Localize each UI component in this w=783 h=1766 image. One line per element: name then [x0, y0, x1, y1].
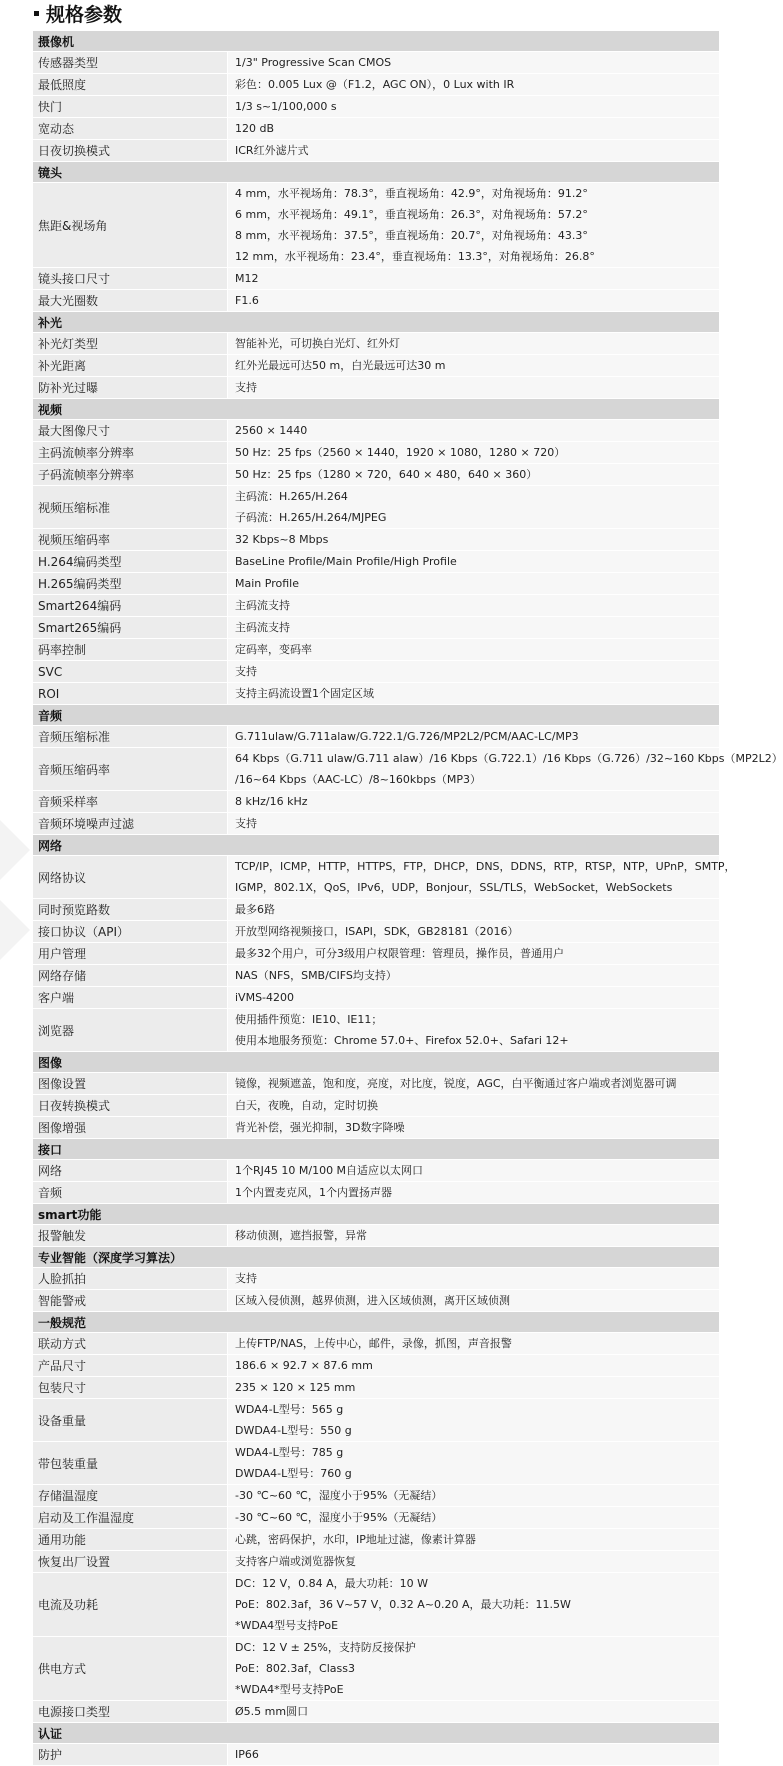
section-title: 镜头	[33, 162, 720, 183]
spec-value	[228, 1573, 720, 1637]
spec-label: 最大光圈数	[33, 290, 228, 312]
spec-row	[33, 1268, 720, 1290]
spec-row	[33, 1333, 720, 1355]
spec-label: 码率控制	[33, 639, 228, 661]
spec-value-line: 8 mm，水平视场角：37.5°，垂直视场角：20.7°，对角视场角：43.3°	[235, 229, 588, 242]
spec-row	[33, 813, 720, 835]
spec-label: 人脸抓拍	[33, 1268, 228, 1290]
page-title-text: 规格参数	[46, 4, 123, 26]
spec-row	[33, 748, 720, 791]
spec-row	[33, 551, 720, 573]
spec-row	[33, 1355, 720, 1377]
spec-value	[228, 1333, 720, 1355]
spec-label: 视频压缩标准	[33, 486, 228, 529]
section-header	[33, 1052, 720, 1073]
spec-value	[228, 1182, 720, 1204]
spec-value	[228, 595, 720, 617]
spec-row	[33, 1573, 720, 1637]
spec-label: 音频压缩标准	[33, 726, 228, 748]
section-header	[33, 312, 720, 333]
spec-row	[33, 486, 720, 529]
spec-row	[33, 333, 720, 355]
spec-label: 带包装重量	[33, 1442, 228, 1485]
spec-value-line: 主码流支持	[235, 621, 290, 634]
spec-value	[228, 290, 720, 312]
section-title: 接口	[33, 1139, 720, 1160]
spec-row	[33, 1095, 720, 1117]
spec-value-line: PoE：802.3af，36 V~57 V，0.32 A~0.20 A，最大功耗：11.5W	[235, 1598, 571, 1611]
spec-value	[228, 118, 720, 140]
spec-value	[228, 813, 720, 835]
spec-value-line: TCP/IP，ICMP，HTTP，HTTPS，FTP，DHCP，DNS，DDNS，RTP，RTSP，NTP，UPnP，SMTP，	[235, 860, 736, 873]
spec-value	[228, 617, 720, 639]
section-header	[33, 399, 720, 420]
spec-row	[33, 1744, 720, 1766]
spec-label: ROI	[33, 683, 228, 705]
spec-row	[33, 140, 720, 162]
spec-row	[33, 118, 720, 140]
spec-value-line: 支持	[235, 381, 257, 394]
spec-value	[228, 965, 720, 987]
spec-value	[228, 1009, 720, 1052]
spec-value	[228, 1225, 720, 1247]
spec-value-line: 50 Hz：25 fps（1280 × 720，640 × 480，640 × 360）	[235, 468, 538, 481]
spec-value	[228, 1637, 720, 1701]
spec-label: 子码流帧率分辨率	[33, 464, 228, 486]
spec-row	[33, 683, 720, 705]
spec-value-line: 支持	[235, 817, 257, 830]
spec-row	[33, 1399, 720, 1442]
spec-value	[228, 1160, 720, 1182]
spec-value	[228, 748, 783, 791]
spec-value	[228, 420, 720, 442]
spec-value	[228, 1442, 720, 1485]
spec-value-line: 50 Hz：25 fps（2560 × 1440，1920 × 1080，1280 × 720）	[235, 446, 566, 459]
spec-row	[33, 355, 720, 377]
spec-row	[33, 1225, 720, 1247]
spec-label: 网络存储	[33, 965, 228, 987]
spec-value	[228, 1399, 720, 1442]
spec-value	[228, 183, 720, 268]
spec-value-line: 120 dB	[235, 122, 275, 135]
spec-label: 联动方式	[33, 1333, 228, 1355]
spec-value-line: 彩色：0.005 Lux @（F1.2，AGC ON），0 Lux with IR	[235, 78, 515, 91]
section-header	[33, 31, 720, 52]
spec-value	[228, 726, 720, 748]
spec-value-line: 1/3 s~1/100,000 s	[235, 100, 337, 113]
spec-value	[228, 1377, 720, 1399]
watermark-shape	[0, 900, 30, 960]
spec-value-line: 1个RJ45 10 M/100 M自适应以太网口	[235, 1164, 424, 1177]
spec-row	[33, 899, 720, 921]
spec-label: 视频压缩码率	[33, 529, 228, 551]
spec-value-line: WDA4-L型号：785 g	[235, 1446, 344, 1459]
spec-row	[33, 1290, 720, 1312]
section-header	[33, 1247, 720, 1268]
spec-value-line: 12 mm，水平视场角：23.4°，垂直视场角：13.3°，对角视场角：26.8°	[235, 250, 595, 263]
spec-value	[228, 921, 720, 943]
spec-value-line: *WDA4型号支持PoE	[235, 1619, 339, 1632]
spec-value	[228, 333, 720, 355]
spec-label: 网络	[33, 1160, 228, 1182]
spec-value-line: 红外光最远可达50 m，白光最远可达30 m	[235, 359, 446, 372]
spec-value	[228, 1117, 720, 1139]
spec-value-line: 32 Kbps~8 Mbps	[235, 533, 329, 546]
spec-value	[228, 1507, 720, 1529]
spec-label: H.265编码类型	[33, 573, 228, 595]
spec-value-line: 支持主码流设置1个固定区域	[235, 687, 374, 700]
spec-value	[228, 140, 720, 162]
spec-label: 启动及工作温湿度	[33, 1507, 228, 1529]
spec-value	[228, 573, 720, 595]
spec-label: 日夜转换模式	[33, 1095, 228, 1117]
spec-row	[33, 268, 720, 290]
spec-value-line: ICR红外滤片式	[235, 144, 309, 157]
watermark-shape	[0, 820, 30, 880]
spec-value-line: 235 × 120 × 125 mm	[235, 1381, 356, 1394]
spec-row	[33, 1182, 720, 1204]
spec-value-line: G.711ulaw/G.711alaw/G.722.1/G.726/MP2L2/PCM/AAC-LC/MP3	[235, 730, 579, 743]
spec-value-line: -30 ℃~60 ℃，湿度小于95%（无凝结）	[235, 1511, 443, 1524]
spec-value	[228, 683, 720, 705]
spec-row	[33, 791, 720, 813]
spec-value-line: 支持客户端或浏览器恢复	[235, 1555, 356, 1568]
spec-value	[228, 639, 720, 661]
spec-value-line: DC：12 V ± 25%，支持防反接保护	[235, 1641, 416, 1654]
section-title: 一般规范	[33, 1312, 720, 1333]
spec-row	[33, 1073, 720, 1095]
spec-row	[33, 856, 720, 899]
spec-label: 防护	[33, 1744, 228, 1766]
spec-value	[228, 1744, 720, 1766]
spec-label: 网络协议	[33, 856, 228, 899]
spec-value-line: 主码流支持	[235, 599, 290, 612]
spec-value-line: F1.6	[235, 294, 259, 307]
spec-label: 用户管理	[33, 943, 228, 965]
spec-value-line: 最多6路	[235, 903, 275, 916]
spec-value	[228, 442, 720, 464]
spec-row	[33, 1551, 720, 1573]
spec-label: 产品尺寸	[33, 1355, 228, 1377]
spec-value-line: 区域入侵侦测，越界侦测，进入区域侦测，离开区域侦测	[235, 1294, 510, 1307]
spec-value	[228, 377, 720, 399]
spec-label: 智能警戒	[33, 1290, 228, 1312]
page-title	[34, 2, 122, 28]
spec-value	[228, 1485, 720, 1507]
spec-label: 图像设置	[33, 1073, 228, 1095]
spec-label: 主码流帧率分辨率	[33, 442, 228, 464]
spec-value	[228, 1268, 720, 1290]
spec-label: SVC	[33, 661, 228, 683]
spec-label: 接口协议（API）	[33, 921, 228, 943]
spec-value-line: iVMS-4200	[235, 991, 295, 1004]
spec-label: 快门	[33, 96, 228, 118]
spec-label: 音频环境噪声过滤	[33, 813, 228, 835]
spec-value-line: WDA4-L型号：565 g	[235, 1403, 344, 1416]
spec-value	[228, 791, 720, 813]
spec-value-line: -30 ℃~60 ℃，湿度小于95%（无凝结）	[235, 1489, 443, 1502]
spec-row	[33, 1485, 720, 1507]
spec-label: 宽动态	[33, 118, 228, 140]
spec-label: 设备重量	[33, 1399, 228, 1442]
spec-value	[228, 1551, 720, 1573]
spec-value	[228, 464, 720, 486]
spec-value-line: 背光补偿，强光抑制，3D数字降噪	[235, 1121, 405, 1134]
spec-value-line: 支持	[235, 665, 257, 678]
spec-row	[33, 617, 720, 639]
spec-label: 日夜切换模式	[33, 140, 228, 162]
spec-row	[33, 183, 720, 268]
spec-value-line: DWDA4-L型号：550 g	[235, 1424, 352, 1437]
spec-value	[228, 987, 720, 1009]
spec-row	[33, 987, 720, 1009]
spec-value-line: M12	[235, 272, 259, 285]
spec-value-line: 64 Kbps（G.711 ulaw/G.711 alaw）/16 Kbps（G.722.1）/16 Kbps（G.726）/32~160 Kbps（MP2L2）	[235, 752, 783, 765]
section-title: 网络	[33, 835, 720, 856]
spec-row	[33, 639, 720, 661]
spec-label: H.264编码类型	[33, 551, 228, 573]
spec-label: 同时预览路数	[33, 899, 228, 921]
spec-value	[228, 1095, 720, 1117]
spec-value-line: 1个内置麦克风，1个内置扬声器	[235, 1186, 392, 1199]
spec-label: 通用功能	[33, 1529, 228, 1551]
spec-value-line: 使用本地服务预览：Chrome 57.0+、Firefox 52.0+、Safari 12+	[235, 1034, 569, 1047]
spec-label: 供电方式	[33, 1637, 228, 1701]
spec-row	[33, 420, 720, 442]
section-header	[33, 835, 720, 856]
spec-value-line: 智能补光，可切换白光灯、红外灯	[235, 337, 400, 350]
section-title: 摄像机	[33, 31, 720, 52]
spec-value	[228, 1073, 720, 1095]
section-header	[33, 162, 720, 183]
spec-value-line: /16~64 Kbps（AAC-LC）/8~160kbps（MP3）	[235, 773, 482, 786]
spec-label: Smart264编码	[33, 595, 228, 617]
spec-value	[228, 1355, 720, 1377]
spec-row	[33, 377, 720, 399]
spec-label: 电源接口类型	[33, 1701, 228, 1723]
spec-value-line: 6 mm，水平视场角：49.1°，垂直视场角：26.3°，对角视场角：57.2°	[235, 208, 588, 221]
spec-label: 音频	[33, 1182, 228, 1204]
spec-row	[33, 442, 720, 464]
spec-value-line: 定码率，变码率	[235, 643, 312, 656]
spec-value-line: NAS（NFS，SMB/CIFS均支持）	[235, 969, 397, 982]
spec-label: 补光灯类型	[33, 333, 228, 355]
spec-label: 报警触发	[33, 1225, 228, 1247]
spec-row	[33, 1160, 720, 1182]
spec-value-line: 心跳，密码保护，水印，IP地址过滤，像素计算器	[235, 1533, 476, 1546]
spec-value-line: 子码流：H.265/H.264/MJPEG	[235, 511, 387, 524]
spec-label: 防补光过曝	[33, 377, 228, 399]
spec-label: 传感器类型	[33, 52, 228, 74]
spec-value	[228, 355, 720, 377]
spec-value	[228, 661, 720, 683]
spec-label: 补光距离	[33, 355, 228, 377]
spec-value-line: 2560 × 1440	[235, 424, 308, 437]
spec-row	[33, 965, 720, 987]
spec-value-line: Main Profile	[235, 577, 299, 590]
spec-value-line: DC：12 V，0.84 A，最大功耗：10 W	[235, 1577, 429, 1590]
section-title: 专业智能（深度学习算法）	[33, 1247, 720, 1268]
spec-label: 焦距&视场角	[33, 183, 228, 268]
spec-label: 存储温湿度	[33, 1485, 228, 1507]
spec-value-line: 上传FTP/NAS，上传中心，邮件，录像，抓图，声音报警	[235, 1337, 512, 1350]
spec-row	[33, 96, 720, 118]
spec-value-line: 支持	[235, 1272, 257, 1285]
spec-value	[228, 96, 720, 118]
spec-label: 恢复出厂设置	[33, 1551, 228, 1573]
spec-row	[33, 921, 720, 943]
spec-label: 音频压缩码率	[33, 748, 228, 791]
section-header	[33, 1139, 720, 1160]
spec-row	[33, 595, 720, 617]
spec-row	[33, 1442, 720, 1485]
section-header	[33, 705, 720, 726]
spec-row	[33, 464, 720, 486]
spec-value	[228, 52, 720, 74]
spec-value-line: 8 kHz/16 kHz	[235, 795, 308, 808]
spec-value-line: 白天，夜晚，自动，定时切换	[235, 1099, 378, 1112]
spec-value-line: 1/3" Progressive Scan CMOS	[235, 56, 392, 69]
spec-value	[228, 529, 720, 551]
spec-row	[33, 1117, 720, 1139]
spec-value-line: 移动侦测，遮挡报警，异常	[235, 1229, 367, 1242]
section-title: 图像	[33, 1052, 720, 1073]
spec-row	[33, 74, 720, 96]
section-header	[33, 1204, 720, 1225]
spec-row	[33, 1507, 720, 1529]
spec-label: 音频采样率	[33, 791, 228, 813]
section-title: 认证	[33, 1723, 720, 1744]
bullet-icon	[34, 11, 39, 16]
spec-label: 电流及功耗	[33, 1573, 228, 1637]
spec-table	[32, 30, 783, 1766]
section-title: smart功能	[33, 1204, 720, 1225]
spec-label: 镜头接口尺寸	[33, 268, 228, 290]
spec-label: Smart265编码	[33, 617, 228, 639]
spec-label: 图像增强	[33, 1117, 228, 1139]
spec-value-line: BaseLine Profile/Main Profile/High Profile	[235, 555, 457, 568]
spec-row	[33, 1009, 720, 1052]
spec-row	[33, 1529, 720, 1551]
spec-value	[228, 1701, 720, 1723]
spec-value-line: PoE：802.3af，Class3	[235, 1662, 355, 1675]
section-title: 视频	[33, 399, 720, 420]
spec-label: 浏览器	[33, 1009, 228, 1052]
section-title: 补光	[33, 312, 720, 333]
spec-label: 客户端	[33, 987, 228, 1009]
spec-row	[33, 1377, 720, 1399]
spec-value-line: IP66	[235, 1748, 259, 1761]
spec-row	[33, 943, 720, 965]
spec-value	[228, 486, 720, 529]
spec-row	[33, 573, 720, 595]
spec-value-line: DWDA4-L型号：760 g	[235, 1467, 352, 1480]
section-header	[33, 1312, 720, 1333]
spec-row	[33, 290, 720, 312]
spec-value	[228, 1290, 720, 1312]
spec-label: 最大图像尺寸	[33, 420, 228, 442]
spec-value	[228, 268, 720, 290]
spec-value	[228, 74, 720, 96]
spec-label: 包装尺寸	[33, 1377, 228, 1399]
spec-value	[228, 943, 720, 965]
spec-row	[33, 1701, 720, 1723]
spec-value-line: *WDA4*型号支持PoE	[235, 1683, 344, 1696]
spec-row	[33, 661, 720, 683]
section-header	[33, 1723, 720, 1744]
section-title: 音频	[33, 705, 720, 726]
spec-value-line: Ø5.5 mm圆口	[235, 1705, 309, 1718]
spec-label: 最低照度	[33, 74, 228, 96]
spec-value	[228, 899, 720, 921]
spec-value-line: 使用插件预览：IE10、IE11；	[235, 1013, 383, 1026]
spec-value	[228, 551, 720, 573]
spec-value-line: 最多32个用户，可分3级用户权限管理：管理员，操作员，普通用户	[235, 947, 564, 960]
spec-value-line: 4 mm，水平视场角：78.3°，垂直视场角：42.9°，对角视场角：91.2°	[235, 187, 588, 200]
spec-value-line: 主码流：H.265/H.264	[235, 490, 348, 503]
spec-value	[228, 1529, 720, 1551]
spec-value-line: 镜像，视频遮盖，饱和度，亮度，对比度，锐度，AGC，白平衡通过客户端或者浏览器可调	[235, 1077, 677, 1090]
spec-value-line: 开放型网络视频接口，ISAPI，SDK，GB28181（2016）	[235, 925, 519, 938]
spec-value-line: 186.6 × 92.7 × 87.6 mm	[235, 1359, 373, 1372]
spec-row	[33, 1637, 720, 1701]
spec-row	[33, 52, 720, 74]
spec-value	[228, 856, 736, 899]
spec-value-line: IGMP，802.1X，QoS，IPv6，UDP，Bonjour，SSL/TLS，WebSocket，WebSockets	[235, 881, 673, 894]
spec-row	[33, 529, 720, 551]
spec-row	[33, 726, 720, 748]
